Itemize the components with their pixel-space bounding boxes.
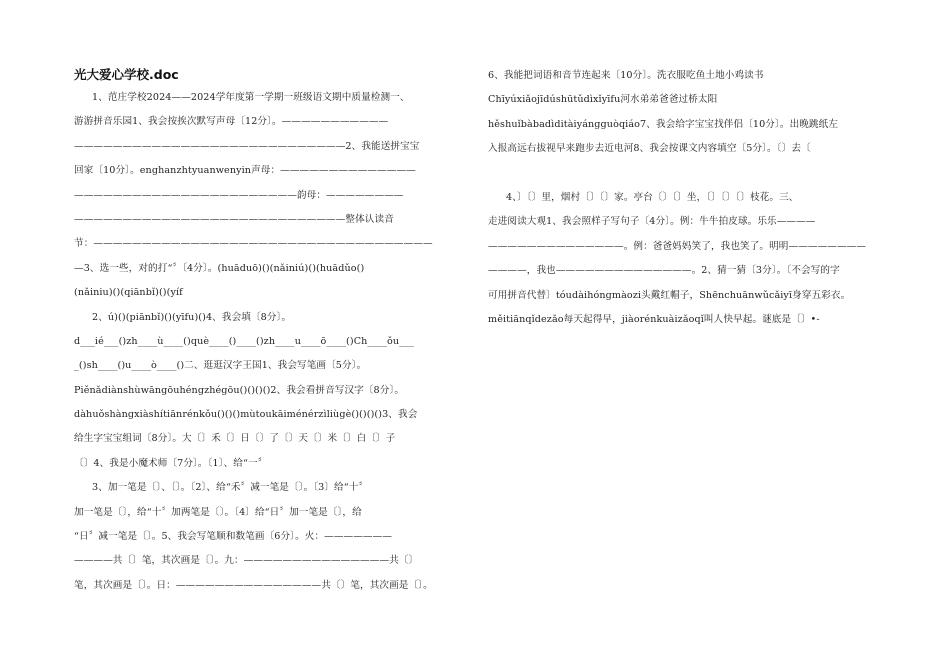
text-line: 3、加一笔是〔〕、〔〕。〔2〕、给“禾〞减一笔是〔〕。〔3〕给“十〞: [92, 482, 369, 494]
text-line: ————————————————————————————整体认读音: [74, 213, 394, 225]
right-column: [488, 64, 880, 332]
text-line: ———————————————————————韵母：————————: [74, 189, 404, 201]
text-line: hěshuǐbàbadìditàiyángguòqiáo7、我会给字宝宝找伴侣〔10分〕。出晚跳纸左: [488, 118, 839, 130]
text-line: měitiānqǐdezǎo每天起得早，jiàorénkuàizǎoqǐ叫人快早起。谜底是〔〕•-: [488, 313, 820, 325]
text-line: Chīyúxiǎojīdúshūtǔdìxǐyīfu河水弟弟爸爸过桥太阳: [488, 94, 718, 106]
text-line: 笔，其次画是〔〕。日：———————————————共〔〕笔，其次画是〔〕。: [74, 579, 433, 591]
document-title: 光大爱心学校.doc: [74, 67, 179, 82]
text-line: 4、〕〔〕里，烟村〔〕〔〕家。亭台〔〕〔〕坐，〔〕〔〕〔〕枝花。三、: [506, 191, 799, 203]
text-line: 给生字宝宝组词〔8分〕。大〔〕禾〔〕日〔〕了〔〕天〔〕米〔〕白〔〕子: [74, 433, 396, 445]
text-line: “日〞减一笔是〔〕。5、我会写笔顺和数笔画〔6分〕。火：———————: [74, 531, 393, 543]
text-line: 回家〔10分〕。enghanzhtyuanwenyin声母：——————————————: [74, 165, 416, 177]
text-line: (nǎiniu)()(qiānbǐ)()(yíf: [74, 287, 183, 299]
text-line: dàhuǒshàngxiàshítiānrénkǒu()()()mùtoukāiménérzìliùgè()()()()3、我会: [74, 409, 418, 421]
text-line: 可用拼音代替〕tóudàihóngmàozi头戴红帽子，Shēnchuānwǔcǎiyī身穿五彩衣。: [488, 289, 851, 301]
text-line: [488, 162, 880, 186]
text-line: 6、我能把词语和音节连起来〔10分〕。洗衣服吃鱼土地小鸡读书: [488, 70, 764, 81]
text-line: d___ié___()zh____ù____()què____()____()zh____u____ō____()Ch____ǒu___: [74, 335, 414, 347]
text-line: 走进阅读大观1、我会照样子写句子〔4分〕。例：牛牛拍皮球。乐乐————: [488, 216, 816, 228]
text-line: 节：———————————————————————————————————: [74, 238, 433, 250]
text-line: ————共〔〕笔，其次画是〔〕。九：———————————————共〔〕: [74, 555, 419, 567]
text-line: 1、范庄学校2024——2024学年度第一学期一班级语文期中质量检测一、: [92, 92, 410, 103]
text-line: 加一笔是〔〕，给“十〞加两笔是〔〕。〔4〕给“日〞加一笔是〔〕，给: [74, 506, 362, 518]
left-column: [74, 64, 460, 598]
text-line: _()sh____()u____ò____()二、逛逛汉字王国1、我会写笔画〔5分〕。: [74, 360, 367, 372]
text-line: 入报高远右拔视早来跑步去近电河8、我会按课文内容填空〔5分〕。〔〕去〔: [488, 143, 811, 155]
text-line: ————————————————————————————2、我能送拼宝宝: [74, 140, 420, 152]
text-line: —3、选一些，对的打“〞〔4分〕。(huāduō)()(nǎiniú)()(huādǔo(): [74, 262, 365, 274]
text-line: 游游拼音乐园1、我会按挨次默写声母〔12分〕。———————————: [74, 116, 389, 128]
text-line: Piěnǎdiànshùwāngōuhéngzhégōu()()()()2、我会看拼音写汉字〔8分〕。: [74, 384, 405, 396]
text-line: 〔〕4、我是小魔术师〔7分〕。〔1〕、给“一〞: [74, 457, 268, 469]
text-line: ————，我也——————————————。2、猜一猜〔3分〕。〔不会写的字: [488, 265, 840, 277]
text-line: ——————————————。例：爸爸妈妈笑了，我也笑了。明明————————: [488, 240, 867, 252]
text-line: 2、ú)()(piānbǐ)()(yīfu)()4、我会填〔8分〕。: [92, 311, 292, 323]
left-column-body: [74, 86, 460, 598]
right-column-body: [488, 64, 880, 332]
